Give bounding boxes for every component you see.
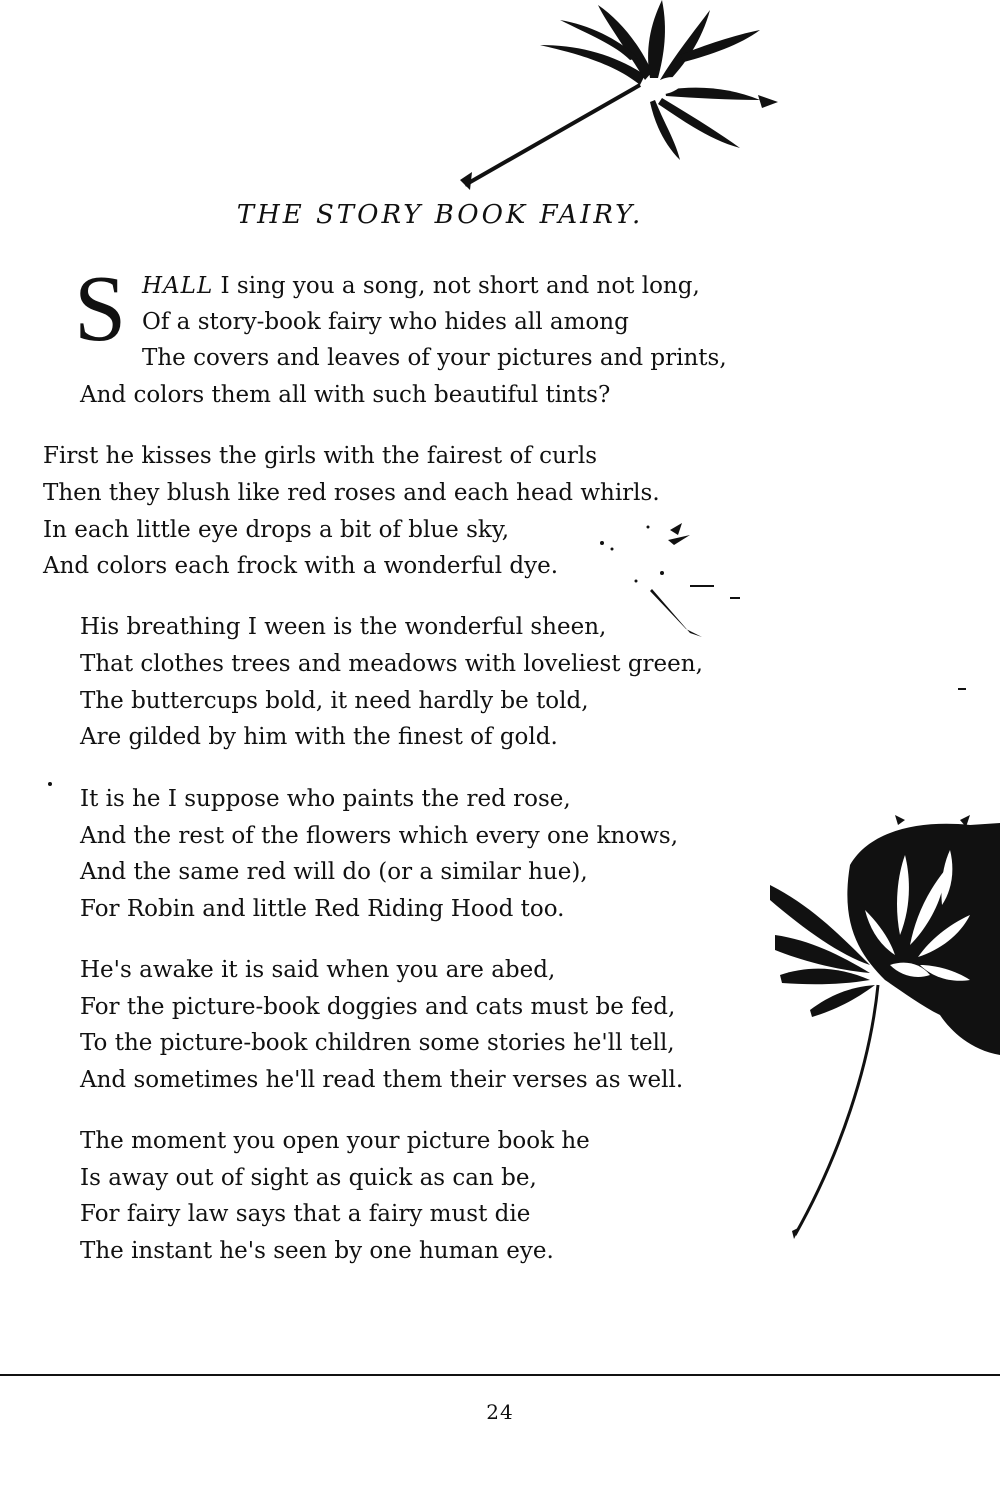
poem-line: Of a story-book fairy who hides all among <box>142 309 629 335</box>
poem-line: His breathing I ween is the wonderful sheen, <box>80 614 607 640</box>
flower-illustration-top <box>440 0 800 200</box>
first-word: HALL <box>142 273 214 299</box>
poem-line: Are gilded by him with the finest of gold. <box>80 724 558 750</box>
poem-line: For Robin and little Red Riding Hood too. <box>80 896 565 922</box>
fairy-dust-decoration <box>590 505 750 645</box>
poem-line: For the picture-book doggies and cats must be fed, <box>80 994 676 1020</box>
poem-line: And sometimes he'll read them their verses as well. <box>80 1067 684 1093</box>
poem-line: It is he I suppose who paints the red rose, <box>80 786 571 812</box>
poem-line: And colors them all with such beautiful tints? <box>80 382 611 408</box>
stray-mark-decoration <box>950 680 980 700</box>
poem-line: And colors each frock with a wonderful dye. <box>43 553 559 579</box>
footer-rule <box>0 1374 1000 1376</box>
poem-line: That clothes trees and meadows with loveliest green, <box>80 651 703 677</box>
page-number: 24 <box>486 1400 514 1424</box>
flower-illustration-right <box>770 815 1000 1240</box>
stray-mark-decoration <box>40 770 60 800</box>
poem-line: The covers and leaves of your pictures and prints, <box>142 345 727 371</box>
poem-line: He's awake it is said when you are abed, <box>80 957 556 983</box>
poem-line: First he kisses the girls with the fairest of curls <box>43 443 597 469</box>
poem-line: And the same red will do (or a similar hue), <box>80 859 588 885</box>
poem-title: THE STORY BOOK FAIRY. <box>236 200 644 230</box>
poem-line: The moment you open your picture book he <box>80 1128 590 1154</box>
poem-line: To the picture-book children some stories he'll tell, <box>80 1030 675 1056</box>
poem-line: Is away out of sight as quick as can be, <box>80 1165 537 1191</box>
poem-line: And the rest of the flowers which every one knows, <box>80 823 678 849</box>
drop-cap: S <box>74 257 127 361</box>
poem-line: HALL I sing you a song, not short and not long, <box>142 273 700 299</box>
poem-line: For fairy law says that a fairy must die <box>80 1201 531 1227</box>
poem-line: The instant he's seen by one human eye. <box>80 1238 554 1264</box>
poem-line: Then they blush like red roses and each head whirls. <box>43 480 660 506</box>
poem-line: The buttercups bold, it need hardly be told, <box>80 688 589 714</box>
poem-line: In each little eye drops a bit of blue sky, <box>43 517 510 543</box>
